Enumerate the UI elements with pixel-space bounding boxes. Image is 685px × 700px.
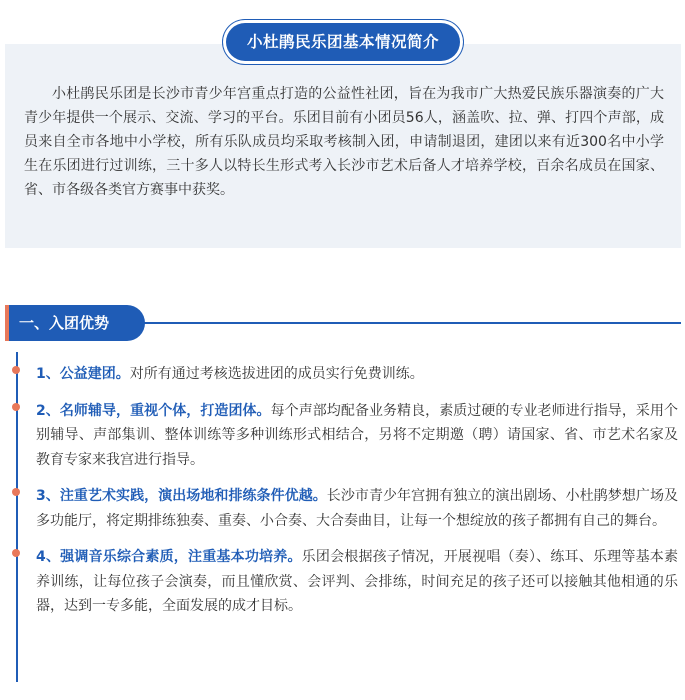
- item-body: 对所有通过考核选拔进团的成员实行免费训练。: [129, 366, 424, 382]
- section-header: [5, 305, 681, 341]
- list-item: [36, 545, 678, 619]
- item-heading: 3、注重艺术实践，演出场地和排练条件优越。: [36, 488, 327, 504]
- item-heading: 2、名师辅导，重视个体，打造团体。: [36, 402, 271, 419]
- item-heading: 4、强调音乐综合素质，注重基本功培养。: [36, 549, 302, 565]
- item-body: 长沙市青少年宫拥有独立的演出剧场、小杜鹃梦想广场及多功能厅，将定期排练独奏、重奏、小合奏、大合奏曲目，让每一个想绽放的孩子都拥有自己的舞台。: [36, 488, 678, 529]
- advantage-list: [36, 362, 678, 631]
- list-item: [36, 362, 678, 387]
- bullet-dot-icon: [12, 488, 20, 496]
- intro-box: [5, 44, 681, 248]
- bullet-dot-icon: [12, 549, 20, 557]
- timeline-line: [16, 352, 18, 682]
- intro-text: 小杜鹃民乐团是长沙市青少年宫重点打造的公益性社团，旨在为我市广大热爱民族乐器演奏的广大青少年提供一个展示、交流、学习的平台。乐团目前有小团员56人，涵盖吹、拉、弹、打四个声部，成员来自全市各地中小学校，所有乐队成员均采取考核制入团，申请制退团，建团以来有近300名中小学生在乐团进行过训练，三十多人以特长生形式考入长沙市艺术后备人才培养学校，百余名成员在国家、省、市各级各类官方赛事中获奖。: [24, 86, 664, 198]
- section-divider: [143, 322, 681, 324]
- list-item: [36, 399, 678, 473]
- bullet-dot-icon: [12, 366, 20, 374]
- list-item: [36, 484, 678, 533]
- item-heading: 1、公益建团。: [36, 366, 130, 382]
- item-body: 乐团会根据孩子情况，开展视唱（奏）、练耳、乐理等基本素养训练，让每位孩子会演奏，而且懂欣赏、会评判、会排练，时间充足的孩子还可以接触其他相通的乐器，达到一专多能，全面发展的成才目标。: [36, 549, 678, 614]
- section-title: 一、入团优势: [5, 305, 145, 341]
- intro-title: 小杜鹃民乐团基本情况简介: [223, 20, 463, 64]
- section-accent-bar: [5, 305, 9, 341]
- item-body: 每个声部均配备业务精良，素质过硬的专业老师进行指导，采用个别辅导、声部集训、整体训练等多种训练形式相结合，另将不定期邀（聘）请国家、省、市艺术名家及教育专家来我宫进行指导。: [36, 402, 678, 468]
- bullet-dot-icon: [12, 403, 20, 411]
